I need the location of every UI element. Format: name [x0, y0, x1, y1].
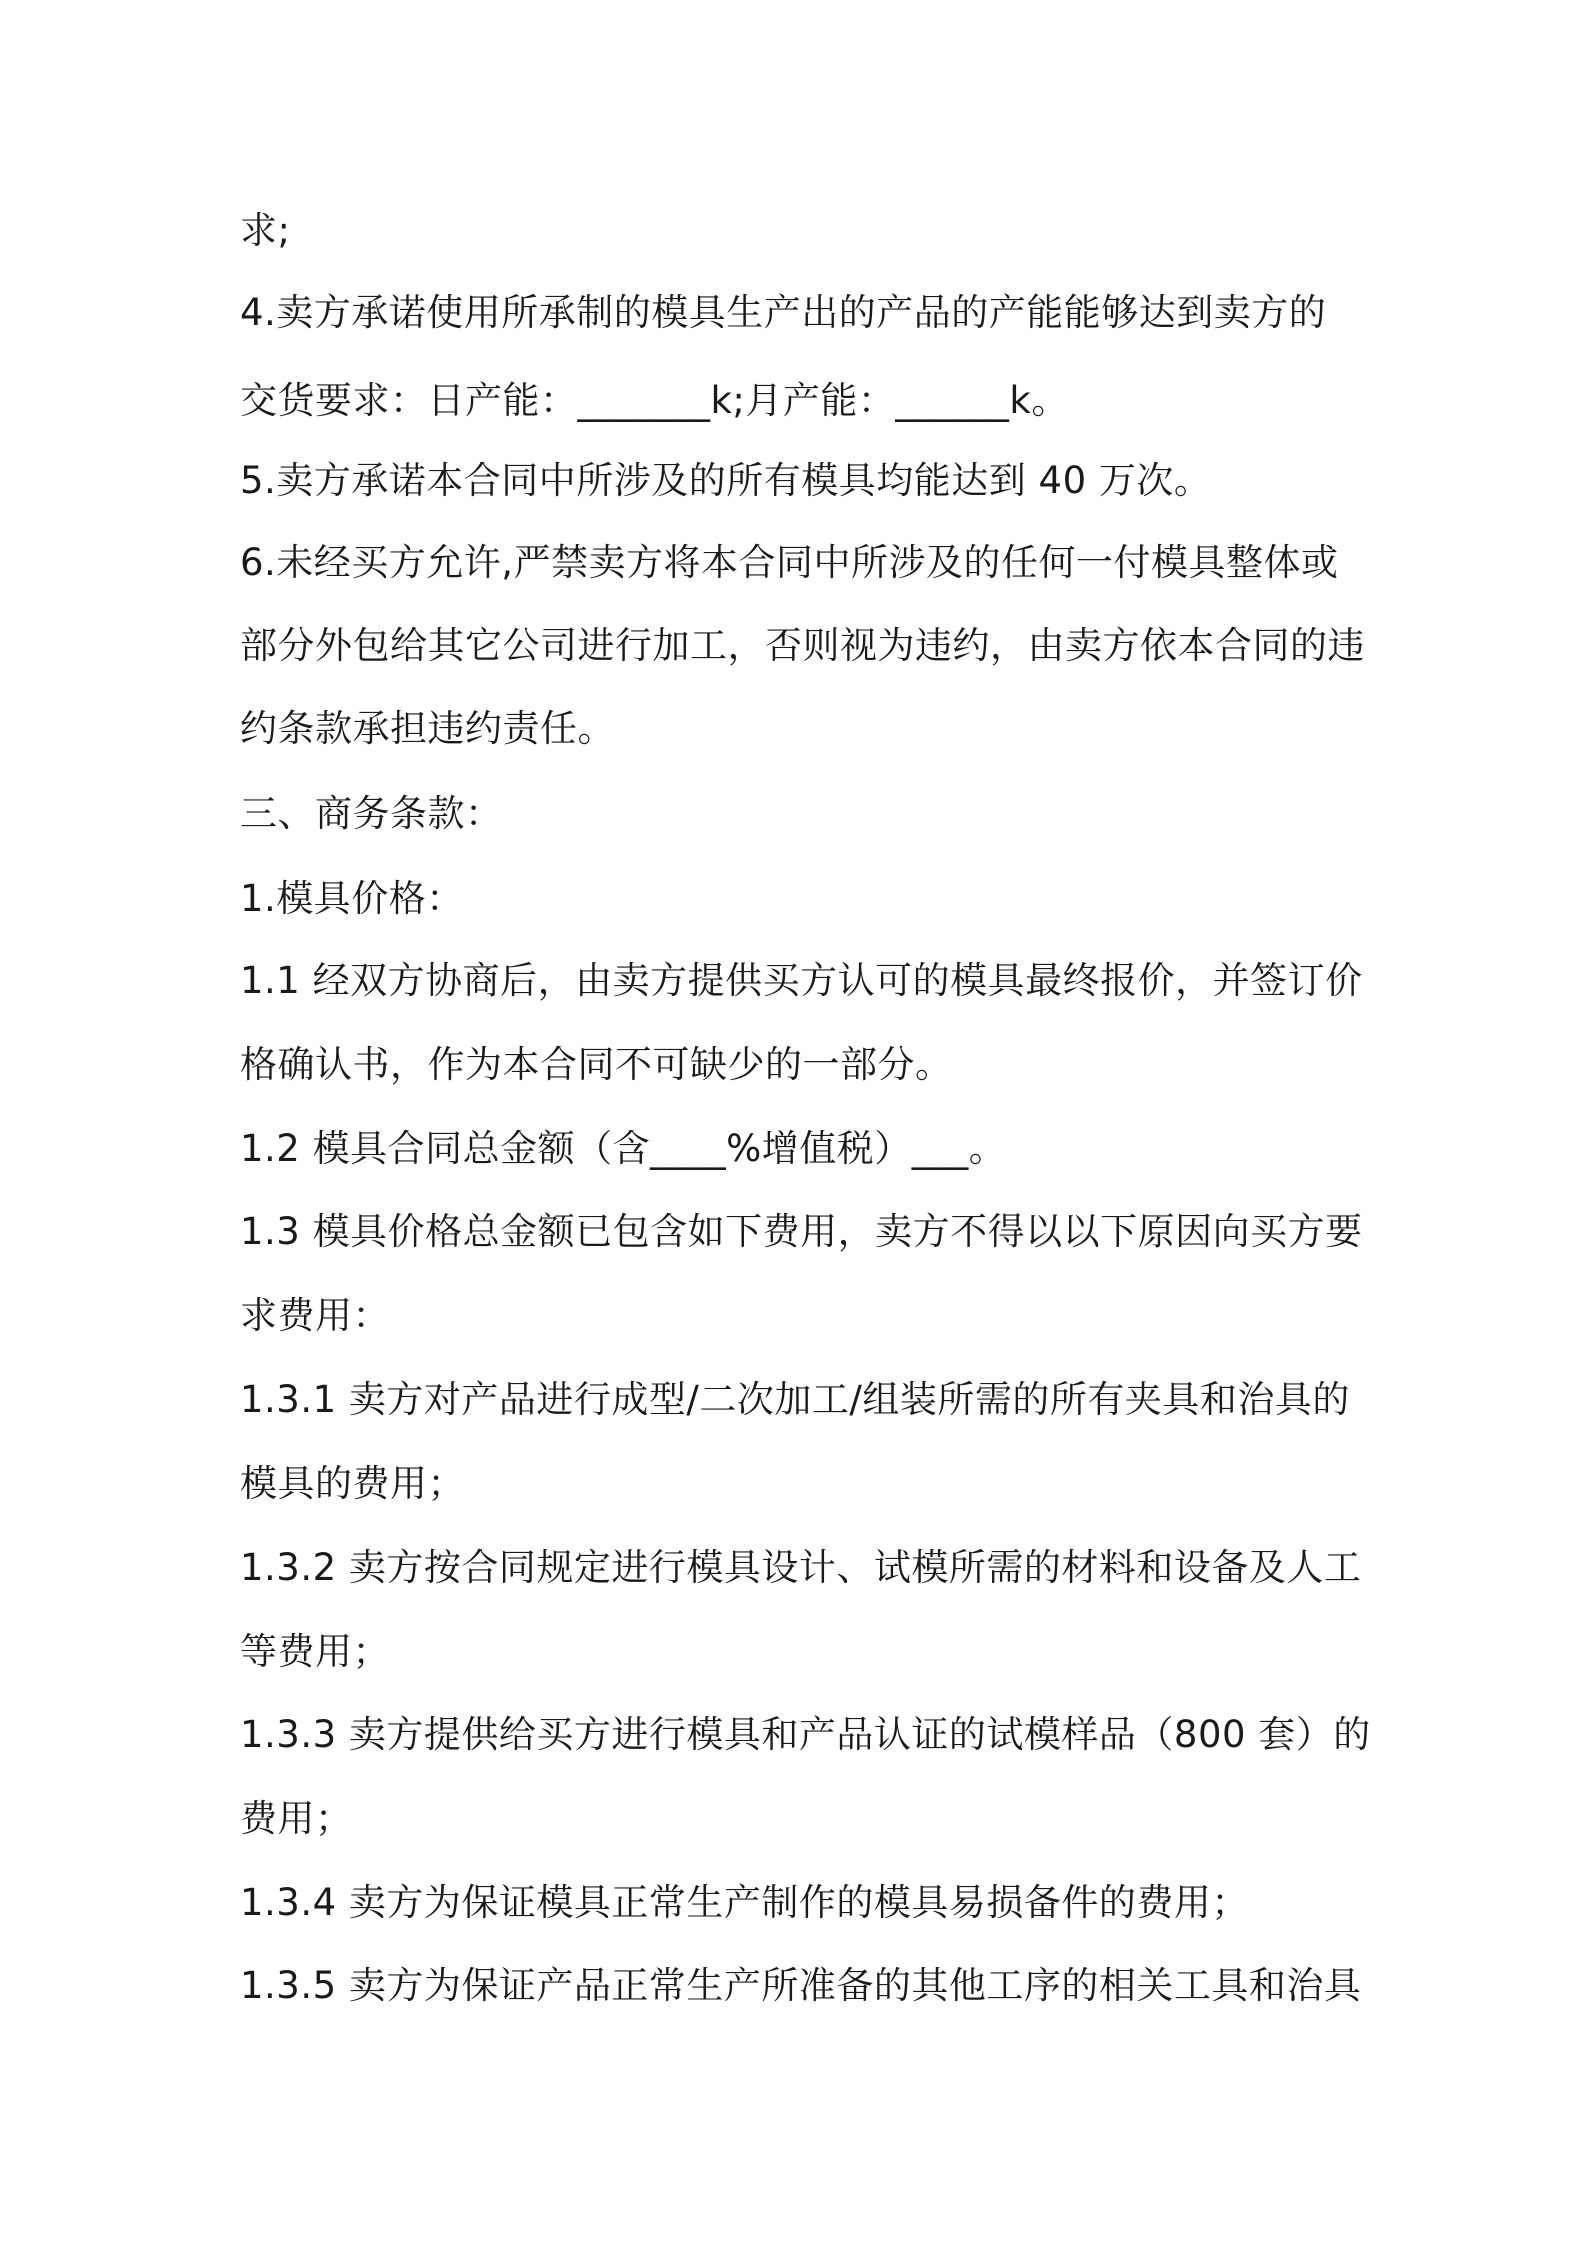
text-line: 1.3 模具价格总金额已包含如下费用，卖方不得以以下原因向买方要 — [240, 1210, 1363, 1253]
text-line: 求; — [240, 209, 291, 252]
text-line: 1.3.5 卖方为保证产品正常生产所准备的其他工序的相关工具和治具 — [240, 1964, 1362, 2007]
text-line: 1.3.2 卖方按合同规定进行模具设计、试模所需的材料和设备及人工 — [240, 1546, 1362, 1589]
text-line: 等费用； — [240, 1630, 390, 1673]
text-line: 1.2 模具合同总金额（含____%增值税）___。 — [240, 1127, 1007, 1170]
text-line: 部分外包给其它公司进行加工，否则视为违约，由卖方依本合同的违 — [240, 624, 1365, 667]
text-line: 约条款承担违约责任。 — [240, 707, 615, 750]
text-line: 格确认书，作为本合同不可缺少的一部分。 — [240, 1043, 953, 1086]
text-line: 1.模具价格： — [240, 877, 464, 920]
text-line: 5.卖方承诺本合同中所涉及的所有模具均能达到 40 万次。 — [240, 459, 1212, 502]
text-line: 4.卖方承诺使用所承制的模具生产出的产品的产能能够达到卖方的 — [240, 291, 1327, 334]
text-line: 6.未经买方允许,严禁卖方将本合同中所涉及的任何一付模具整体或 — [240, 541, 1339, 584]
text-line: 求费用： — [240, 1294, 390, 1337]
text-line: 1.3.1 卖方对产品进行成型/二次加工/组装所需的所有夹具和治具的 — [240, 1378, 1350, 1421]
text-line: 1.3.4 卖方为保证模具正常生产制作的模具易损备件的费用； — [240, 1881, 1249, 1924]
text-line: 交货要求：日产能：_______k;月产能：______k。 — [240, 379, 1069, 422]
text-line: 费用； — [240, 1797, 353, 1840]
text-line: 1.1 经双方协商后，由卖方提供买方认可的模具最终报价，并签订价 — [240, 959, 1363, 1002]
section-heading: 三、商务条款： — [240, 792, 503, 835]
text-line: 1.3.3 卖方提供给买方进行模具和产品认证的试模样品（800 套）的 — [240, 1713, 1371, 1756]
text-line: 模具的费用； — [240, 1462, 465, 1505]
